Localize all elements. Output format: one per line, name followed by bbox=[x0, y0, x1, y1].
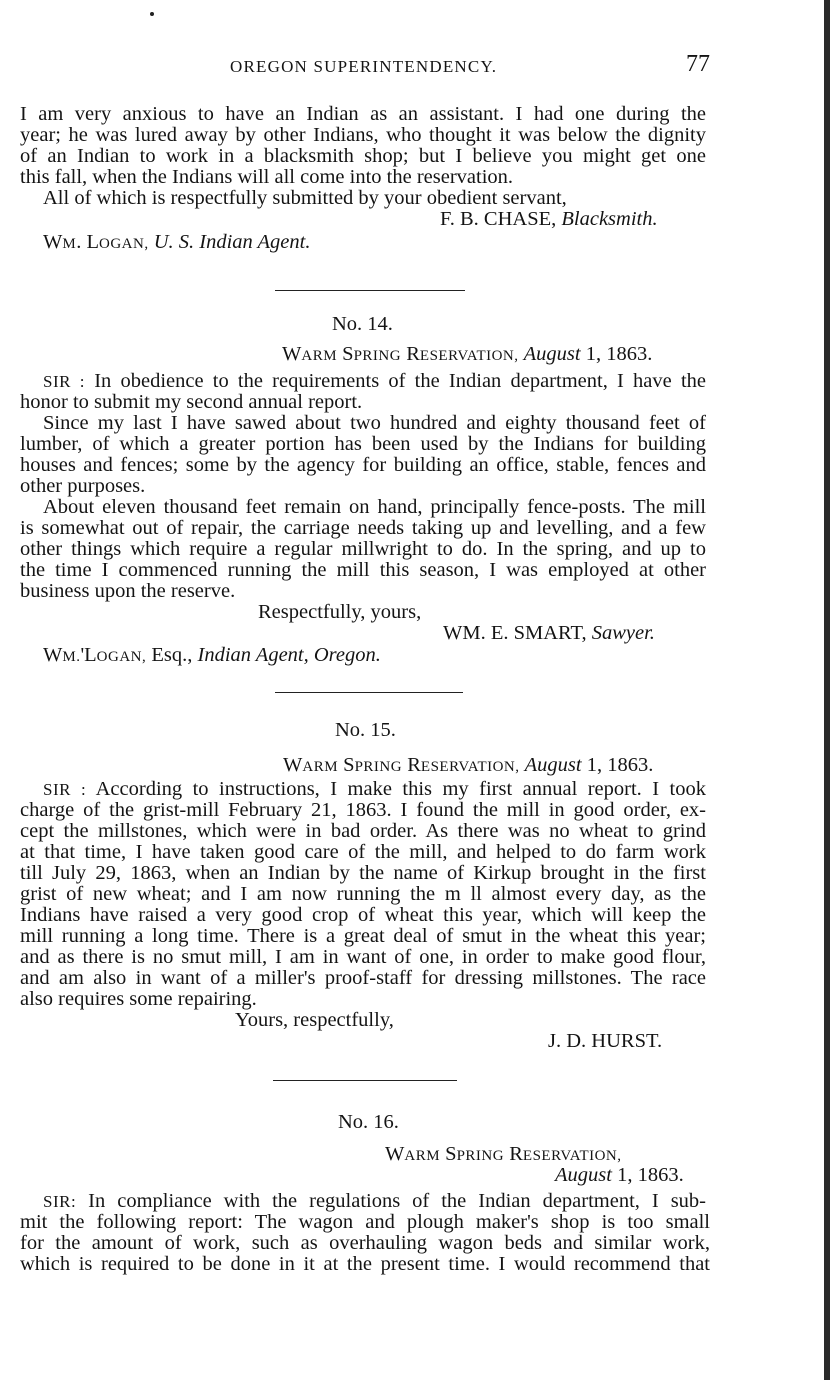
section-divider bbox=[275, 692, 463, 693]
page-number: 77 bbox=[686, 51, 710, 77]
paragraph-line: All of which is respectfully submitted by your obedient servant, bbox=[43, 187, 567, 209]
paragraph-line: honor to submit my second annual report. bbox=[20, 391, 363, 413]
section-heading: No. 16. bbox=[338, 1111, 399, 1133]
salutation: SIR : bbox=[43, 780, 87, 799]
paragraph-line: and am also in want of a miller's proof-staff for dressing millstones. The race bbox=[20, 967, 706, 989]
section-heading: No. 15. bbox=[335, 719, 396, 741]
page-header bbox=[20, 51, 710, 83]
signer-name: F. B. CHASE, bbox=[440, 208, 557, 230]
paragraph-line: grist of new wheat; and I am now running the m ll almost every day, as the bbox=[20, 883, 706, 905]
running-head: OREGON SUPERINTENDENCY. bbox=[230, 57, 498, 76]
paragraph-line: which is required to be done in it at the present time. I would recommend that bbox=[20, 1253, 710, 1275]
closing: Respectfully, yours, bbox=[258, 601, 422, 623]
paragraph-line: business upon the reserve. bbox=[20, 580, 236, 602]
addressee: WM.'LOGAN, Esq., Indian Agent, Oregon. bbox=[43, 644, 381, 666]
dateline: WARM SPRING RESERVATION, August 1, 1863. bbox=[283, 754, 654, 776]
paragraph-line: SIR : In obedience to the requirements of the Indian department, I have the bbox=[43, 370, 706, 392]
paragraph-line: till July 29, 1863, when an Indian by the name of Kirkup brought in the first bbox=[20, 862, 706, 884]
signer-title: Sawyer. bbox=[591, 622, 655, 644]
salutation: SIR : bbox=[43, 372, 86, 391]
paragraph-line: is somewhat out of repair, the carriage needs taking up and levelling, and a few bbox=[20, 517, 706, 539]
signature bbox=[440, 209, 658, 230]
paragraph-line: mill running a long time. There is a great deal of smut in the wheat this year; bbox=[20, 925, 706, 947]
addressee-title: U. S. Indian Agent. bbox=[153, 231, 311, 253]
closing: Yours, respectfully, bbox=[235, 1009, 394, 1031]
section-divider bbox=[275, 290, 465, 291]
paragraph-line: of an Indian to work in a blacksmith shop; but I believe you might get one bbox=[20, 145, 706, 167]
signer-name: J. D. HURST. bbox=[548, 1030, 663, 1052]
paragraph-line: lumber, of which a greater portion has been used by the Indians for building bbox=[20, 433, 706, 455]
paragraph-line: Since my last I have sawed about two hundred and eighty thousand feet of bbox=[43, 412, 706, 434]
paragraph-line: also requires some repairing. bbox=[20, 988, 257, 1010]
addressee-title: Indian Agent, Oregon. bbox=[197, 644, 381, 666]
paragraph-line: other things which require a regular millwright to do. In the spring, and up to bbox=[20, 538, 706, 560]
dateline: WARM SPRING RESERVATION, August 1, 1863. bbox=[282, 343, 653, 365]
paragraph-line: I am very anxious to have an Indian as an assistant. I had one during the bbox=[20, 103, 706, 125]
paragraph-line: houses and fences; some by the agency for building an office, stable, fences and bbox=[20, 454, 706, 476]
print-speck bbox=[150, 12, 154, 16]
paragraph-line: and as there is no smut mill, I am in want of one, in order to make good flour, bbox=[20, 946, 706, 968]
page-edge bbox=[824, 0, 830, 1380]
section-divider bbox=[273, 1080, 457, 1081]
signer-title: Blacksmith. bbox=[561, 208, 658, 230]
salutation: SIR: bbox=[43, 1192, 77, 1211]
paragraph-line: SIR: In compliance with the regulations of the Indian department, I sub- bbox=[43, 1190, 706, 1212]
paragraph-line: cept the millstones, which were in bad order. As there was no wheat to grind bbox=[20, 820, 706, 842]
dateline-date: August 1, 1863. bbox=[555, 1164, 684, 1186]
paragraph-line: at that time, I have taken good care of the mill, and helped to do farm work bbox=[20, 841, 706, 863]
paragraph-line: About eleven thousand feet remain on hand, principally fence-posts. The mill bbox=[43, 496, 706, 518]
signer-name: WM. E. SMART, bbox=[443, 622, 587, 644]
section-heading: No. 14. bbox=[332, 313, 393, 335]
paragraph-line: this fall, when the Indians will all come into the reservation. bbox=[20, 166, 514, 188]
paragraph-line: charge of the grist-mill February 21, 1863. I found the mill in good order, ex- bbox=[20, 799, 706, 821]
paragraph-line: mit the following report: The wagon and plough maker's shop is too small bbox=[20, 1211, 710, 1233]
paragraph-line: for the amount of work, such as overhauling wagon beds and similar work, bbox=[20, 1232, 710, 1254]
addressee: WM. LOGAN, U. S. Indian Agent. bbox=[43, 231, 311, 253]
paragraph-line: the time I commenced running the mill this season, I was employed at other bbox=[20, 559, 706, 581]
paragraph-line: year; he was lured away by other Indians, who thought it was below the dignity bbox=[20, 124, 706, 146]
paragraph-line: Indians have raised a very good crop of wheat this year, which will keep the bbox=[20, 904, 706, 926]
paragraph-line: other purposes. bbox=[20, 475, 146, 497]
paragraph-line: SIR : According to instructions, I make this my first annual report. I took bbox=[43, 778, 706, 800]
signature bbox=[443, 623, 655, 644]
dateline-place: WARM SPRING RESERVATION, bbox=[385, 1143, 622, 1165]
